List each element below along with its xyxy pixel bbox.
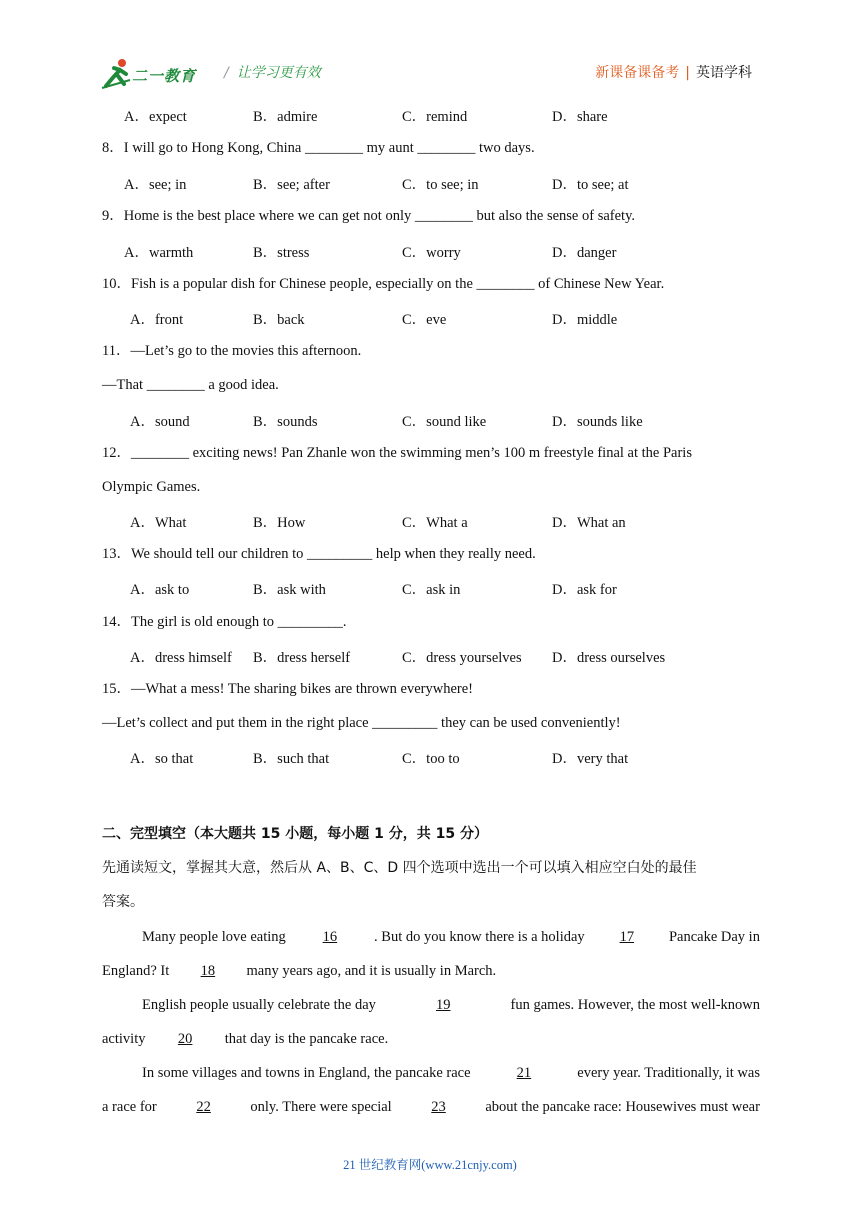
passage-line-2 — [102, 961, 496, 981]
logo-text: 二一教育 — [132, 67, 197, 85]
q8-option-c: C．to see; in — [402, 177, 479, 193]
runner-logo-icon — [100, 56, 134, 90]
blank-18[interactable]: 18 — [200, 963, 216, 979]
q14-option-a: A．dress himself — [130, 650, 232, 666]
passage-text: fun games. However, the most well-known — [510, 997, 760, 1013]
q15-stem-2: —Let’s collect and put them in the right place _________ they can be used conveniently! — [102, 715, 621, 731]
q15-option-a: A．so that — [130, 751, 194, 767]
passage-text: . But do you know there is a holiday — [374, 929, 585, 945]
q10-option-a: A．front — [130, 312, 184, 328]
q12-stem-2: Olympic Games. — [102, 479, 201, 495]
q13-option-d: D．ask for — [552, 582, 617, 598]
q15-option-b: B．such that — [253, 751, 330, 767]
q11-stem: 11．—Let’s go to the movies this afternoon. — [102, 343, 362, 359]
passage-line-5 — [142, 1063, 760, 1083]
passage-text: England? It — [102, 963, 170, 979]
q11-option-d: D．sounds like — [552, 414, 643, 430]
q11-stem-2: —That ________ a good idea. — [102, 377, 279, 393]
passage-text: every year. Traditionally, it was — [577, 1065, 760, 1081]
q13-option-c: C．ask in — [402, 582, 461, 598]
q11-option-a: A．sound — [130, 414, 190, 430]
passage-text: a race for — [102, 1099, 157, 1115]
blank-16[interactable]: 16 — [322, 929, 338, 945]
q13-stem: 13．We should tell our children to _________ help when they really need. — [102, 546, 536, 562]
passage-text: only. There were special — [250, 1099, 392, 1115]
header-tags — [595, 62, 752, 82]
blank-17[interactable]: 17 — [619, 929, 635, 945]
passage-text: many years ago, and it is usually in March. — [246, 963, 497, 979]
passage-text: Pancake Day in — [668, 929, 760, 945]
q10-stem: 10．Fish is a popular dish for Chinese people, especially on the ________ of Chinese New Year. — [102, 276, 665, 292]
q14-stem: 14．The girl is old enough to _________. — [102, 614, 347, 630]
q9-option-d: D．danger — [552, 245, 617, 261]
q12-option-d: D．What an — [552, 515, 626, 531]
q10-option-d: D．middle — [552, 312, 618, 328]
section-2-title: 二、完型填空（本大题共 15 小题，每小题 1 分，共 15 分） — [102, 826, 488, 842]
logo — [100, 56, 212, 90]
q9-option-c: C．worry — [402, 245, 461, 261]
q9-option-a: A．warmth — [124, 245, 194, 261]
passage-line-6 — [102, 1097, 760, 1117]
passage-text: Many people love eating — [142, 929, 286, 945]
section-2-instruction: 先通读短文，掌握其大意，然后从 A、B、C、D 四个选项中选出一个可以填入相应空白处的最佳 — [102, 860, 697, 876]
q11-option-b: B．sounds — [253, 414, 318, 430]
q14-option-d: D．dress ourselves — [552, 650, 666, 666]
section-2-instruction-cont: 答案。 — [102, 894, 144, 910]
q15-option-d: D．very that — [552, 751, 629, 767]
header-tag-right: 英语学科 — [696, 65, 752, 81]
passage-line-4 — [102, 1029, 388, 1049]
passage-text: English people usually celebrate the day — [142, 997, 376, 1013]
q12-stem: 12．________ exciting news! Pan Zhanle won the swimming men’s 100 m freestyle final at the Paris — [102, 445, 692, 461]
q9-stem: 9．Home is the best place where we can get not only ________ but also the sense of safety. — [102, 208, 636, 224]
slogan-text: 让学习更有效 — [236, 65, 321, 81]
slogan: / 让学习更有效 — [224, 65, 321, 81]
blank-20[interactable]: 20 — [177, 1031, 193, 1047]
q8-option-b: B．see; after — [253, 177, 330, 193]
passage-text: In some villages and towns in England, the pancake race — [142, 1065, 471, 1081]
q12-option-b: B．How — [253, 515, 306, 531]
q10-option-c: C．eve — [402, 312, 447, 328]
q14-option-b: B．dress herself — [253, 650, 351, 666]
q13-option-b: B．ask with — [253, 582, 326, 598]
blank-21[interactable]: 21 — [516, 1065, 532, 1081]
q8-option-d: D．to see; at — [552, 177, 629, 193]
q12-option-c: C．What a — [402, 515, 468, 531]
blank-19[interactable]: 19 — [435, 997, 451, 1013]
q9-option-b: B．stress — [253, 245, 310, 261]
q13-option-a: A．ask to — [130, 582, 190, 598]
q7-option-c: C．remind — [402, 109, 468, 125]
q7-option-b: B．admire — [253, 109, 318, 125]
q14-option-c: C．dress yourselves — [402, 650, 522, 666]
page-header — [100, 52, 760, 92]
q8-option-a: A．see; in — [124, 177, 187, 193]
passage-text: that day is the pancake race. — [224, 1031, 389, 1047]
passage-line-3 — [142, 995, 760, 1015]
q10-option-b: B．back — [253, 312, 305, 328]
q11-option-c: C．sound like — [402, 414, 487, 430]
q8-stem: 8．I will go to Hong Kong, China ________ my aunt ________ two days. — [102, 140, 535, 156]
passage-line-1 — [142, 927, 760, 947]
blank-23[interactable]: 23 — [431, 1099, 446, 1115]
blank-22[interactable]: 22 — [196, 1099, 211, 1115]
passage-text: about the pancake race: Housewives must wear — [485, 1099, 760, 1115]
q12-option-a: A．What — [130, 515, 187, 531]
q7-option-d: D．share — [552, 109, 608, 125]
header-separator: | — [685, 65, 690, 81]
q15-option-c: C．too to — [402, 751, 460, 767]
q15-stem: 15．—What a mess! The sharing bikes are thrown everywhere! — [102, 681, 473, 697]
passage-text: activity — [102, 1031, 146, 1047]
page-footer: 21 世纪教育网(www.21cnjy.com) — [343, 1158, 517, 1172]
q7-option-a: A．expect — [124, 109, 187, 125]
header-tag-left: 新课备课备考 — [595, 65, 680, 81]
